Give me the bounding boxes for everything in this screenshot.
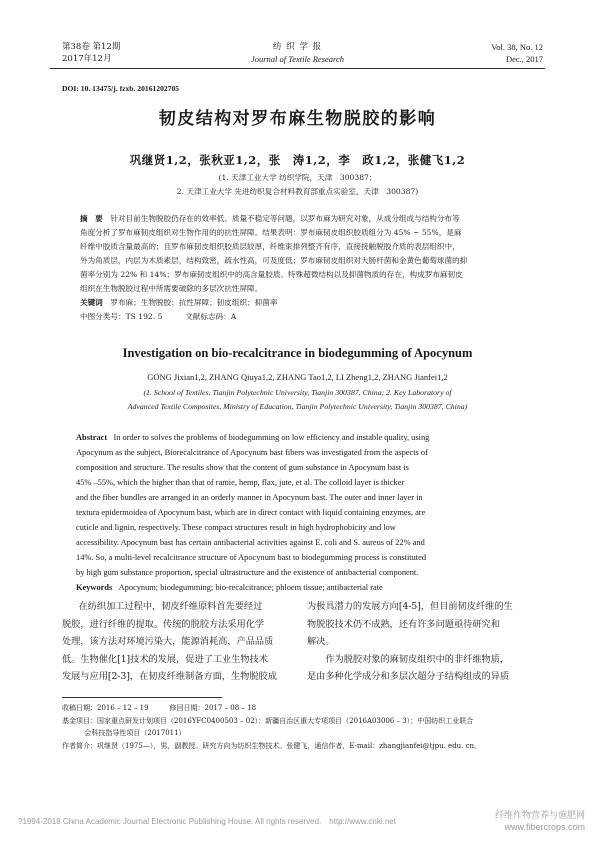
affiliation-en-1: (1. School of Textiles, Tianjin Polytechnic University, Tianjin 300387, China; 2. Key Laboratory of	[143, 388, 452, 397]
journal-name-cn: 纺 织 学 报	[272, 42, 323, 52]
footnotes: 收稿日期：2016 – 12 – 19 修回日期：2017 – 08 – 18 基金项目：国家重点研发计划项目（2016YFC0400503 – 02）；新疆自治区重大专项项目（2016A03006 – 3）；中国纺织工业联合 会科技指导性项目（2017011） 作者简介：巩继贤（1975—），男，副教授。研究方向为纺织生物技术。张健飞，通信作者，E-mail：zhangjianfei@tjpu. edu. cn。	[62, 702, 540, 752]
body-column-left: 在纺织加工过程中，韧皮纤维原料首先要经过 脱胶，进行纤维的提取。传统的脱胶方法采用化学 处理，该方法对环境污染大，能源消耗高，产品品质 低。生物催化[1]技术的发展，促进了工业生物技术 发展与应用[2-3]，在韧皮纤维制备方面，生物脱胶成	[62, 601, 277, 682]
received-dates: 收稿日期：2016 – 12 – 19 修回日期：2017 – 08 – 18	[62, 704, 257, 712]
keywords-en: Keywords Apocynum; biodegumming; bio-recalcitrance; phloem tissue; antibacterial rate	[76, 583, 383, 592]
authors-cn: 巩继贤1,2，张秋亚1,2，张 涛1,2，李 政1,2，张健飞1,2	[129, 153, 466, 167]
footnote-rule	[62, 697, 222, 698]
copyright-watermark: ?1994-2018 China Academic Journal Electronic Publishing House. All rights reserved. http://www.cnki.net	[18, 817, 396, 826]
abstract-en-label: Abstract	[76, 433, 108, 442]
date-cn: 2017年12月	[62, 54, 112, 64]
title-cn: 韧皮结构对罗布麻生物脱胶的影响	[158, 109, 437, 129]
affiliation-cn-2: 2. 天津工业大学 先进纺织复合材料教育部重点实验室，天津 300387)	[176, 187, 419, 196]
site-watermark-cn: 纤维作物营养与施肥网	[494, 810, 585, 820]
abstract-cn-label: 摘 要	[80, 214, 103, 223]
volume-issue-en: Vol. 38, No. 12	[491, 42, 543, 52]
keywords-cn: 关键词 罗布麻；生物脱胶；抗性屏障；韧皮组织；抑菌率	[80, 298, 278, 307]
affiliation-en-2: Advanced Textile Composites, Ministry of Education, Tianjin Polytechnic University, Tianjin 300387, China)	[127, 402, 468, 411]
title-en: Investigation on bio-recalcitrance in biodegumming of Apocynum	[122, 346, 473, 360]
authors-en: GONG Jixian1,2, ZHANG Qiuya1,2, ZHANG Tao1,2, LI Zheng1,2, ZHANG Jianfei1,2	[147, 372, 448, 382]
author-info: 作者简介：巩继贤（1975—），男，副教授。研究方向为纺织生物技术。张健飞，通信作者，E-mail：zhangjianfei@tjpu. edu. cn。	[62, 741, 482, 750]
doi: DOI: 10. 13475/j. fzxb. 20161202705	[62, 84, 180, 93]
abstract-en: Abstract In order to solves the problems of biodegumming on low efficiency and instable quality, using Apocynum as the subject, Biorecalcitrance of Apocynum bast fibers was investigated from the aspects of composition and structure. The results show that the content of gum substance in Apocynum bast is 45% –55%, which the higher than that of ramie, hemp, flax, jute, et al. The colloid layer is thicker and the fiber bundles are arranged in an orderly manner in Apocynum bast. The outer and inner layer in textura epidermoidea of Apocynum bast, which are in direct contact with liquid containing enzymes, are cuticle and lignin, respectively. These compact structures result in high hydrophobicity and low accessibility. Apocynum bast has certain antibacterial activities against E. coli and S. aureus of 22% and 14%. So, a multi-level recalcitrance structure of Apocynum bast to biodegumming process is constituted by high gum substance proportion, special ultrastructure and the existence of antibacterial component. Keywords Apocynum; biodegumming; bio-recalcitrance; phloem tissue; antibacterial rate	[76, 430, 520, 595]
fund-info: 基金项目：国家重点研发计划项目（2016YFC0400503 – 02）；新疆自治区重大专项项目（2016A03006 – 3）；中国纺织工业联合	[62, 716, 474, 725]
volume-issue-cn: 第38卷 第12期	[62, 42, 121, 52]
date-en: Dec., 2017	[505, 54, 543, 64]
site-watermark-en: www.fibercrops.com	[504, 822, 585, 832]
journal-name-en: Journal of Textile Research	[250, 54, 345, 64]
abstract-cn: 摘 要 针对目前生物脱胶仍存在的效率低、质量不稳定等问题，以罗布麻为研究对象，从成分组成与结构分布等 角度分析了罗布麻韧皮组织对生物作用的的抗性屏障。结果表明：罗布麻韧皮组织胶质组分为 45% ~ 55%，是麻 纤维中胶质含量最高的；且罗布麻韧皮组织胶质层较厚，纤维束排列整齐有序，直接接触脱胶介质的表层组织中， 外为角质层，内层为木质素层，结构致密，疏水性高，可及度低；罗布麻韧皮组织对大肠杆菌和金黄色葡萄球菌的抑 菌率分别为 22% 和 14%；罗布麻韧皮组织中的高含量胶质、特殊超微结构以及抑菌物质的存在，构成罗布麻韧皮 组织在生物脱胶过程中所需要破除的多层次抗性屏障。 关键词 罗布麻；生物脱胶；抗性屏障；韧皮组织；抑菌率 中图分类号：TS 192. 5 文献标志码：A	[80, 212, 520, 324]
classification-cn: 中图分类号：TS 192. 5 文献标志码：A	[80, 312, 237, 321]
body-column-right: 为极具潜力的发展方向[4-5]，但目前韧皮纤维的生 物脱胶技术仍不成熟，还有许多问题亟待研究和 解决。 作为脱胶对象的麻韧皮组织中的非纤维物质， 是由多种化学成分和多层次超分子结构组成的异质	[307, 601, 513, 682]
header-rule	[50, 68, 545, 69]
affiliation-cn-1: (1. 天津工业大学 纺织学院，天津 300387；	[218, 173, 377, 182]
